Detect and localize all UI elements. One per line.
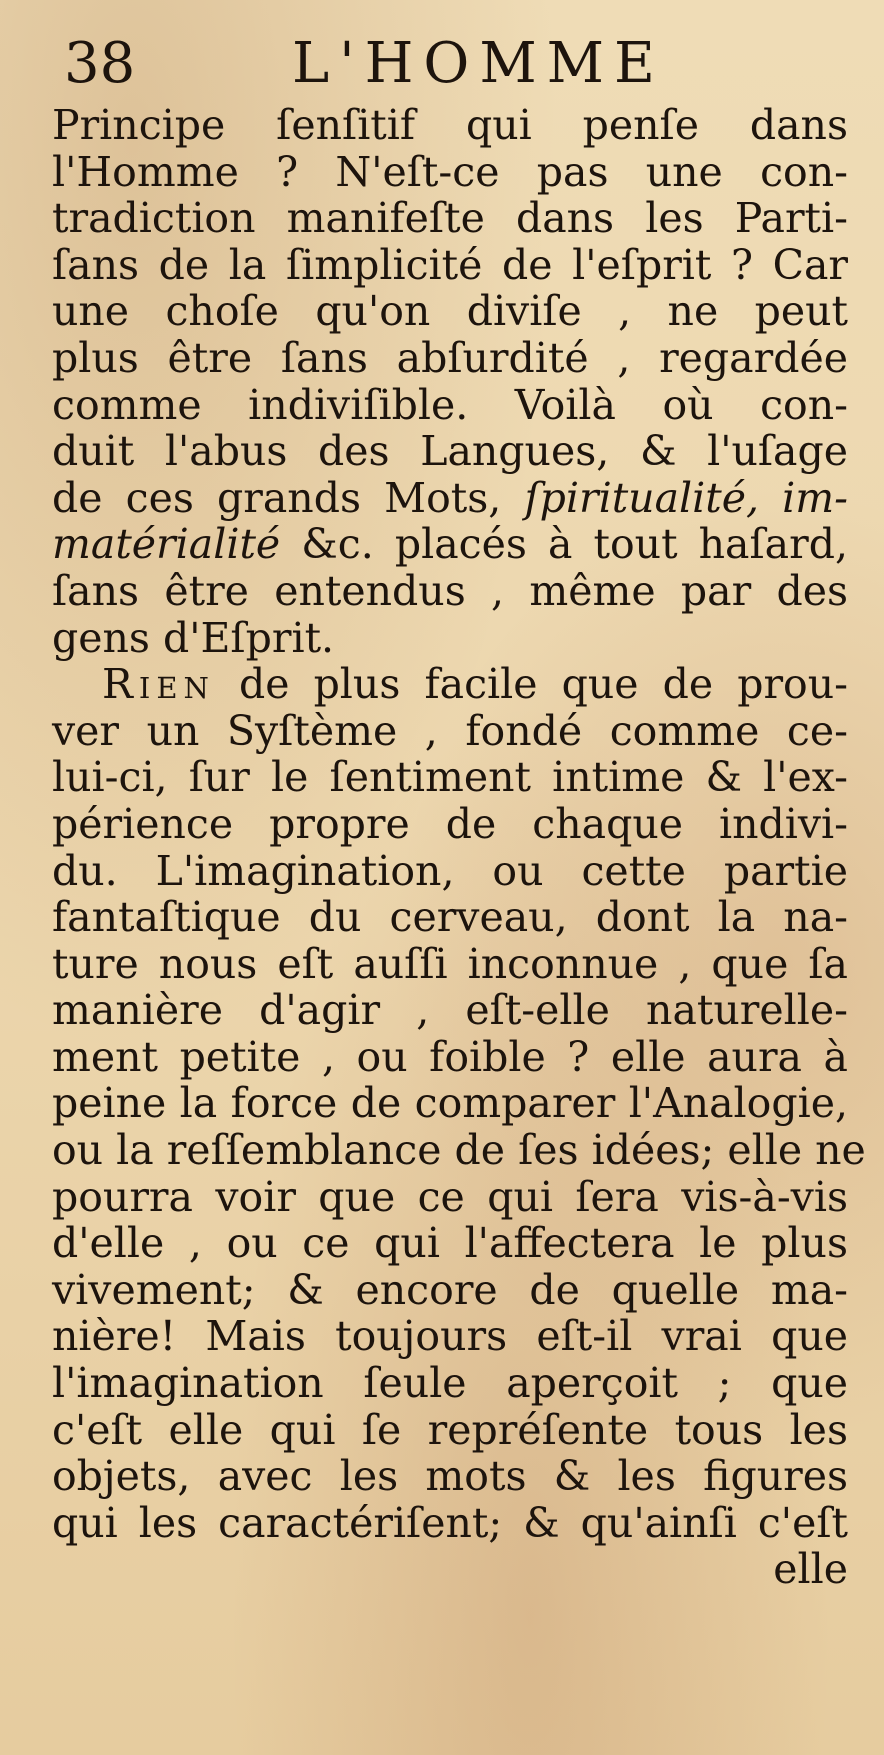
text-line: nière! Mais toujours eſt-il vrai que — [52, 1312, 848, 1361]
text-line: ver un Syſtème , fondé comme ce- — [52, 706, 848, 755]
text-line: gens d'Eſprit. — [52, 613, 335, 662]
text-line-rest: de plus facile que de prou- — [238, 660, 848, 709]
text-line: ou la reſſemblance de ſes idées; elle ne — [52, 1126, 866, 1175]
text-line-with-italic: matérialité &c. placés à tout haſard, — [52, 520, 848, 569]
text-line: Principe ſenſitif qui penſe dans — [52, 101, 848, 149]
text-line: ſans de la ſimplicité de l'eſprit ? Car — [52, 240, 848, 289]
text-line: peine la force de comparer l'Analogie, — [52, 1079, 848, 1128]
paragraph-lead: Rien — [102, 660, 215, 709]
text-line: comme indiviſible. Voilà où con- — [52, 380, 848, 429]
text-line: ſans être entendus , même par des — [52, 566, 848, 615]
body-text — [52, 101, 866, 1594]
catchword: elle — [773, 1545, 848, 1594]
text-line: fantaſtique du cerveau, dont la na- — [52, 893, 848, 942]
text-line: l'Homme ? N'eſt-ce pas une con- — [52, 147, 848, 196]
text-line: d'elle , ou ce qui l'affectera le plus — [52, 1219, 848, 1268]
italic-word: ſpiritualité, im- — [524, 473, 848, 522]
text-line: pourra voir que ce qui ſera vis-à-vis — [52, 1172, 848, 1221]
text-line: l'imagination ſeule aperçoit ; que — [52, 1359, 848, 1408]
text-line: vivement; & encore de quelle ma- — [52, 1265, 848, 1314]
text-line: qui les caractériſent; & qu'ainſi c'eſt — [52, 1498, 848, 1547]
italic-word: matérialité — [52, 520, 281, 569]
text-line: tradiction manifeſte dans les Parti- — [52, 194, 848, 243]
text-line: ture nous eſt auſſi inconnue , que ſa — [52, 939, 848, 988]
page-header — [52, 28, 844, 94]
text-line: c'eſt elle qui ſe repréſente tous les — [52, 1405, 848, 1454]
text-line: du. L'imagination, ou cette partie — [52, 846, 848, 895]
text-line: périence propre de chaque indivi- — [52, 799, 848, 848]
text-line: duit l'abus des Langues, & l'uſage — [52, 427, 848, 476]
text-line: lui-ci, ſur le ſentiment intime & l'ex- — [52, 753, 848, 802]
text-line: ment petite , ou foible ? elle aura à — [52, 1032, 848, 1081]
paragraph-start-line — [52, 661, 848, 708]
text-line: plus être ſans abſurdité , regardée — [52, 333, 848, 382]
text-line: une choſe qu'on diviſe , ne peut — [52, 287, 848, 336]
text-line-with-italic: de ces grands Mots, ſpiritualité, im- — [52, 473, 848, 522]
text-line: objets, avec les mots & les figures — [52, 1452, 848, 1501]
page-number: 38 — [64, 31, 136, 96]
running-head: L'HOMME — [292, 31, 665, 96]
text-line: manière d'agir , eſt-elle naturelle- — [52, 986, 848, 1035]
